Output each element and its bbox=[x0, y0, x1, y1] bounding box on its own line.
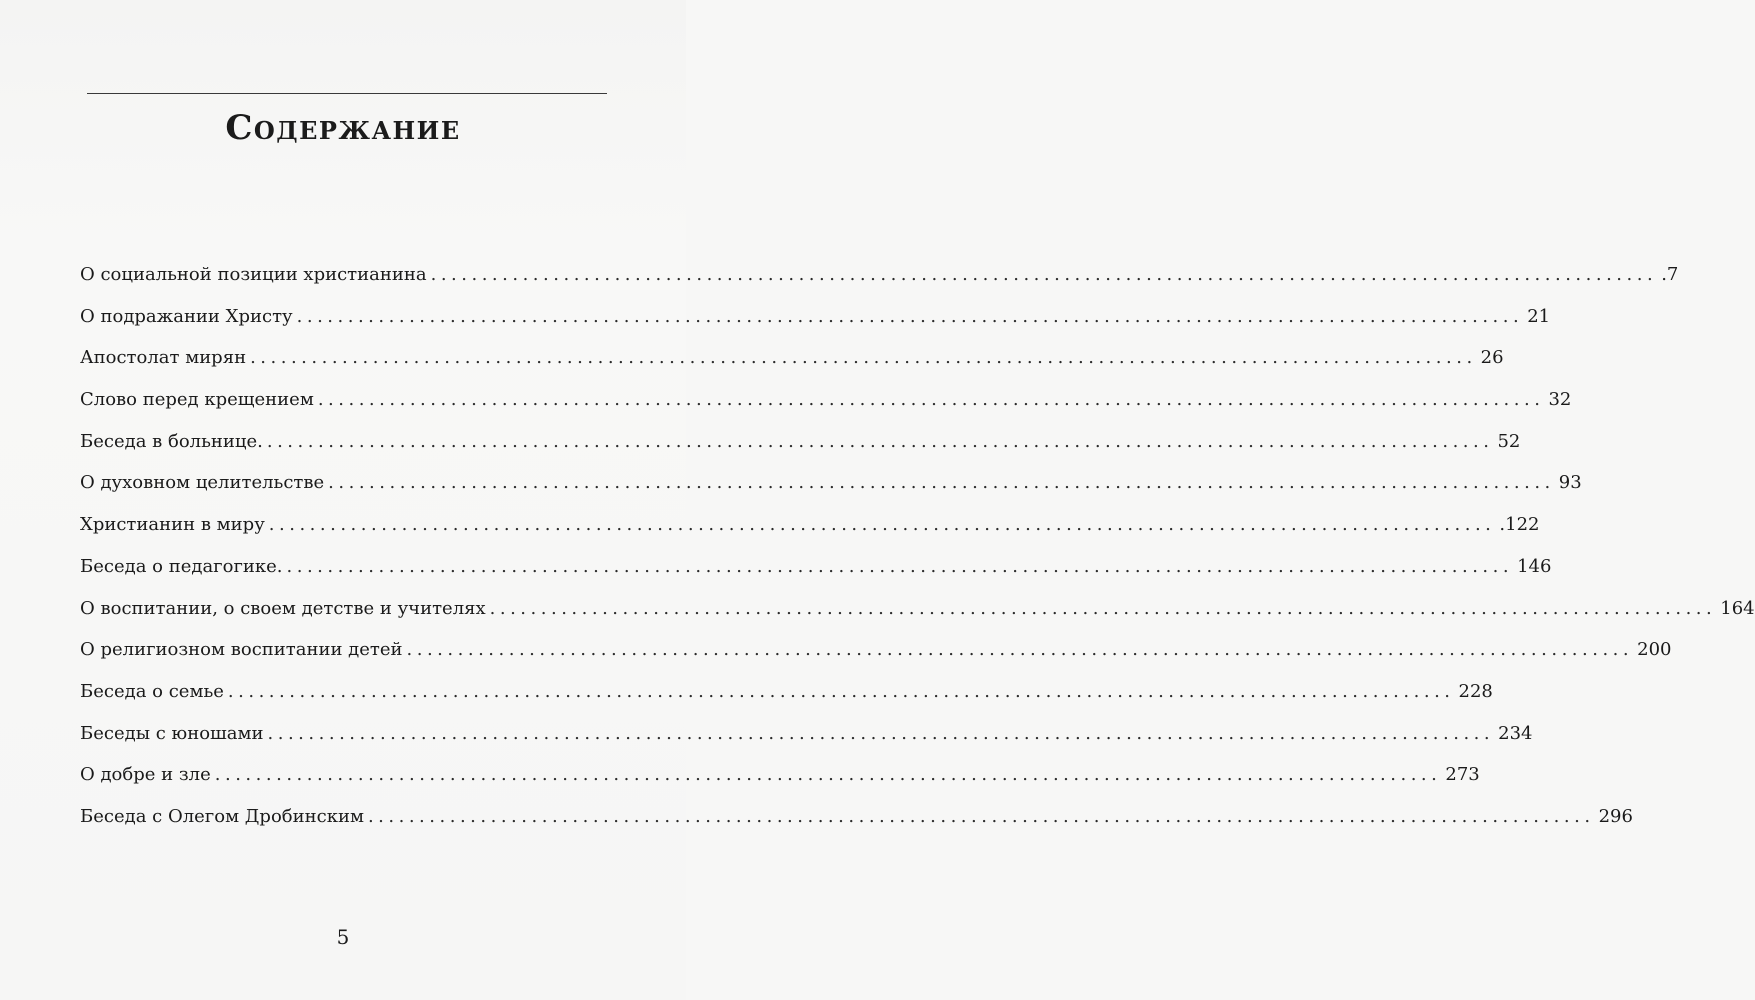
toc-leader-dots: ........................................................................................................................ bbox=[286, 555, 1514, 577]
toc-leader-dots: ........................................................................................................................ bbox=[227, 680, 1455, 702]
toc-entry-title: О подражании Христу bbox=[80, 305, 293, 327]
toc-leader-dots: ........................................................................................................................ bbox=[406, 639, 1634, 661]
toc-entry-page: 200 bbox=[1637, 639, 1672, 661]
toc-entry bbox=[80, 629, 1672, 671]
toc-entry-title: Беседа о педагогике. bbox=[80, 555, 283, 577]
toc-entry-page: 234 bbox=[1498, 722, 1533, 744]
toc-leader-dots: ........................................................................................................................ bbox=[250, 347, 1477, 369]
toc-entry-page: 273 bbox=[1445, 764, 1480, 786]
toc-leader-dots: ........................................................................................................................ bbox=[268, 514, 1496, 536]
toc-entry-page: 52 bbox=[1497, 430, 1521, 452]
toc-entry bbox=[80, 754, 1480, 796]
toc-leader-dots: ........................................................................................................................ bbox=[367, 805, 1595, 827]
toc-leader-dots: ........................................................................................................................ bbox=[317, 389, 1545, 411]
toc-entry bbox=[80, 671, 1493, 713]
toc-entry bbox=[80, 254, 1679, 296]
toc-entry-page: .7 bbox=[1661, 264, 1679, 285]
toc-entry-title: Беседа о семье bbox=[80, 680, 224, 702]
toc-entry bbox=[80, 546, 1552, 588]
toc-entry bbox=[80, 421, 1521, 463]
toc-leader-dots: ........................................................................................................................ bbox=[430, 264, 1658, 285]
toc-leader-dots: ........................................................................................................................ bbox=[214, 764, 1442, 786]
toc-entry-title: О религиозном воспитании детей bbox=[80, 639, 403, 661]
toc-entry-page: 26 bbox=[1480, 347, 1504, 369]
page-title: Содержание bbox=[225, 108, 461, 148]
toc-entry-title: О добре и зле bbox=[80, 764, 211, 786]
toc-entry-title: Беседа в больнице. bbox=[80, 430, 263, 452]
toc-entry-title: Слово перед крещением bbox=[80, 389, 314, 411]
toc-entry-title: Беседа с Олегом Дробинским bbox=[80, 805, 364, 827]
toc-entry-title: О духовном целительстве bbox=[80, 472, 325, 494]
toc-entry-title: Христианин в миру bbox=[80, 514, 265, 536]
toc-entry bbox=[80, 796, 1633, 838]
toc-leader-dots: ........................................................................................................................ bbox=[489, 597, 1717, 619]
toc-entry-page: 146 bbox=[1517, 555, 1552, 577]
toc-entry-title: Беседы с юношами bbox=[80, 722, 264, 744]
toc-entry-page: 296 bbox=[1598, 805, 1633, 827]
toc-entry bbox=[80, 588, 1755, 630]
toc-leader-dots: ........................................................................................................................ bbox=[328, 472, 1555, 494]
toc-entry bbox=[80, 713, 1533, 755]
toc-entry-page: 164 bbox=[1720, 597, 1755, 619]
toc-entry-title: Апостолат мирян bbox=[80, 347, 247, 369]
toc-entry-page: 32 bbox=[1548, 389, 1572, 411]
toc-leader-dots: ........................................................................................................................ bbox=[296, 305, 1524, 327]
top-rule bbox=[87, 93, 607, 94]
toc-entry-title: О воспитании, о своем детстве и учителях bbox=[80, 597, 486, 619]
toc-entry-page: 93 bbox=[1558, 472, 1582, 494]
toc-entry-page: 21 bbox=[1527, 305, 1551, 327]
toc-entry bbox=[80, 504, 1540, 546]
page-number: 5 bbox=[336, 925, 350, 949]
toc-entry bbox=[80, 337, 1504, 379]
toc-entry bbox=[80, 462, 1582, 504]
toc-entry-page: 228 bbox=[1458, 680, 1493, 702]
table-of-contents bbox=[80, 254, 1755, 838]
toc-entry bbox=[80, 379, 1572, 421]
toc-leader-dots: ........................................................................................................................ bbox=[266, 430, 1494, 452]
toc-entry bbox=[80, 296, 1551, 338]
toc-entry-title: О социальной позиции христианина bbox=[80, 264, 427, 285]
toc-leader-dots: ........................................................................................................................ bbox=[267, 722, 1495, 744]
toc-entry-page: .122 bbox=[1499, 514, 1540, 536]
